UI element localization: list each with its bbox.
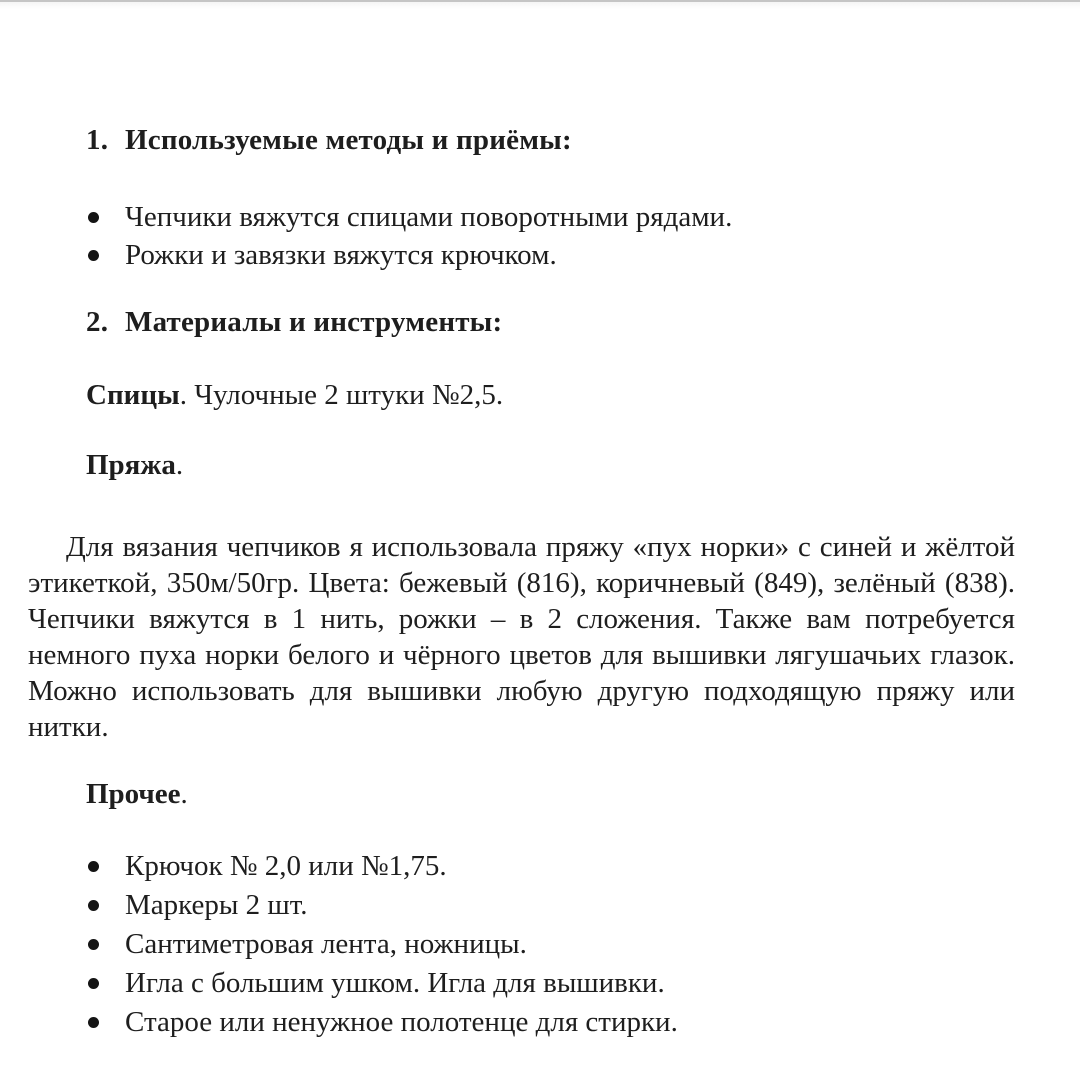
bullet-icon xyxy=(88,978,99,989)
list-item-text: Игла с большим ушком. Игла для вышивки. xyxy=(125,967,665,999)
needles-line xyxy=(86,375,1015,415)
list-item xyxy=(86,964,1040,1003)
heading-text: Материалы и инструменты: xyxy=(125,306,503,338)
list-item-text: Чепчики вяжутся спицами поворотными рядами. xyxy=(125,201,733,233)
other-label-period: . xyxy=(180,778,188,810)
list-item-text: Маркеры 2 шт. xyxy=(125,889,308,921)
list-item-text: Рожки и завязки вяжутся крючком. xyxy=(125,239,557,271)
section-heading-methods xyxy=(86,120,1015,160)
list-item xyxy=(86,847,1040,886)
heading-number: 2. xyxy=(86,306,109,338)
yarn-label-period: . xyxy=(175,449,184,481)
list-item-text: Крючок № 2,0 или №1,75. xyxy=(125,850,447,882)
other-label-line xyxy=(86,774,1015,814)
yarn-label: Пряжа xyxy=(86,449,176,481)
bullet-icon xyxy=(88,212,99,223)
list-item-text: Старое или ненужное полотенце для стирки. xyxy=(125,1006,678,1038)
needles-text: . Чулочные 2 штуки №2,5. xyxy=(179,379,504,411)
list-item xyxy=(86,236,1040,274)
heading-number: 1. xyxy=(86,124,109,156)
heading-text: Используемые методы и приёмы: xyxy=(125,124,572,156)
bullet-icon xyxy=(88,1017,99,1028)
list-item-text: Сантиметровая лента, ножницы. xyxy=(125,928,527,960)
yarn-description-paragraph: Для вязания чепчиков я использовала пряжу «пух норки» с синей и жёлтой этикеткой, 350м/50гр. Цвета: бежевый (816), коричневый (849), зелёный (838). Чепчики вяжутся в 1 нить, рожки – в 2 сложения. Также вам потребуется немного пуха норки белого и чёрного цветов для вышивки лягушачьих глазок. Можно использовать для вышивки любую другую подходящую пряжу или нитки. xyxy=(28,531,1015,743)
page-top-shadow xyxy=(0,2,1080,9)
list-item xyxy=(86,886,1040,925)
needles-label: Спицы xyxy=(86,379,180,411)
list-item xyxy=(86,1003,1040,1042)
other-tools-list xyxy=(86,847,1040,1042)
bullet-icon xyxy=(88,861,99,872)
section-heading-materials xyxy=(86,302,1015,342)
list-item xyxy=(86,198,1040,236)
yarn-label-line xyxy=(86,445,1015,485)
methods-list xyxy=(86,198,1040,274)
bullet-icon xyxy=(88,939,99,950)
document-content xyxy=(0,120,1080,1042)
bullet-icon xyxy=(88,900,99,911)
list-item xyxy=(86,925,1040,964)
other-label: Прочее xyxy=(86,778,181,810)
bullet-icon xyxy=(88,250,99,261)
